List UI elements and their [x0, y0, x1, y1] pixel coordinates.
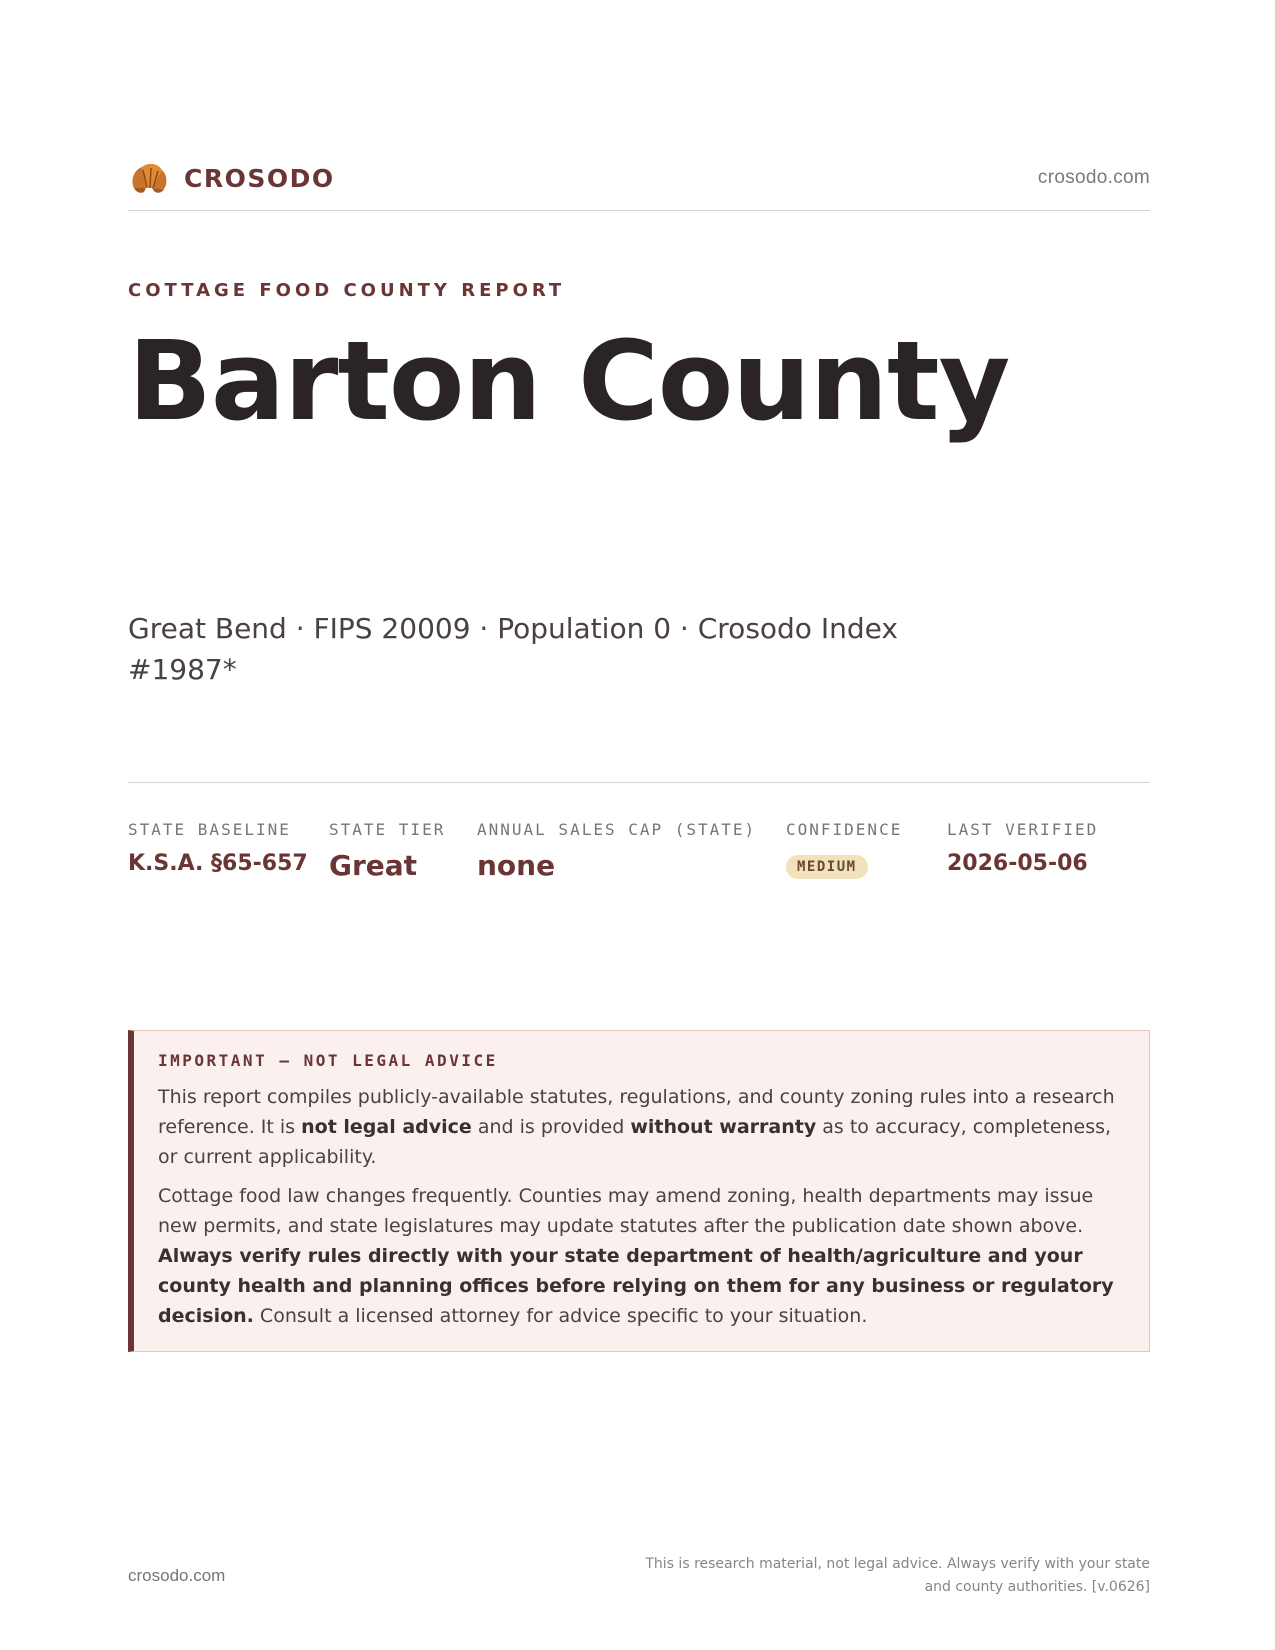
notice-text: as to accuracy, completeness, or current applicability.	[158, 1116, 1112, 1168]
page-header	[128, 158, 1150, 202]
notice-title: IMPORTANT — NOT LEGAL ADVICE	[158, 1051, 498, 1070]
notice-text: Consult a licensed attorney for advice specific to your situation.	[253, 1305, 868, 1327]
county-subtitle: Great Bend · FIPS 20009 · Population 0 · Crosodo Index #1987*	[128, 612, 898, 686]
brand	[128, 158, 335, 198]
fact-label: CONFIDENCE	[786, 820, 903, 839]
notice-emphasis: without warranty	[630, 1116, 817, 1138]
site-link[interactable]: crosodo.com	[1037, 167, 1150, 188]
notice-text: This report compiles publicly-available statutes, regulations, and county zoning rules into a research reference. It is	[158, 1086, 1115, 1138]
notice-emphasis: Always verify rules directly with your state department of health/agriculture and your county health and planning offices before relying on them for any business or regulatory decision.	[158, 1245, 1114, 1327]
footer-site: crosodo.com	[128, 1566, 226, 1585]
fact-value: Great	[329, 849, 418, 882]
fact-label: ANNUAL SALES CAP (STATE)	[477, 820, 757, 839]
croissant-icon	[128, 158, 170, 198]
legal-notice	[128, 1030, 1150, 1352]
fact-state-baseline	[128, 820, 308, 876]
fact-value: none	[477, 849, 556, 882]
fact-last-verified	[947, 820, 1098, 876]
notice-paragraph-1	[158, 1082, 1125, 1172]
header-divider	[128, 210, 1150, 211]
fact-label: STATE BASELINE	[128, 820, 291, 839]
brand-name: CROSODO	[184, 163, 335, 193]
fact-confidence	[786, 820, 902, 879]
fact-state-tier	[329, 820, 445, 882]
fact-value: K.S.A. §65-657	[128, 851, 308, 876]
fact-value: 2026-05-06	[947, 851, 1088, 876]
notice-text: and is provided	[471, 1116, 631, 1138]
notice-emphasis: not legal advice	[301, 1116, 472, 1138]
county-title: Barton County	[128, 317, 1010, 445]
notice-text: Cottage food law changes frequently. Counties may amend zoning, health departments may issue new permits, and state legislatures may update statutes after the publication date shown above.	[158, 1185, 1094, 1237]
report-eyebrow: COTTAGE FOOD COUNTY REPORT	[128, 280, 566, 301]
confidence-badge: MEDIUM	[786, 855, 868, 879]
fact-label: STATE TIER	[329, 820, 446, 839]
report-page	[128, 0, 1150, 1650]
facts-divider	[128, 782, 1150, 783]
notice-paragraph-2	[158, 1181, 1125, 1331]
footer-disclaimer: This is research material, not legal advice. Always verify with your state and county authorities. [v.0626]	[645, 1556, 1150, 1595]
fact-annual-sales-cap	[477, 820, 756, 882]
fact-label: LAST VERIFIED	[947, 820, 1099, 839]
